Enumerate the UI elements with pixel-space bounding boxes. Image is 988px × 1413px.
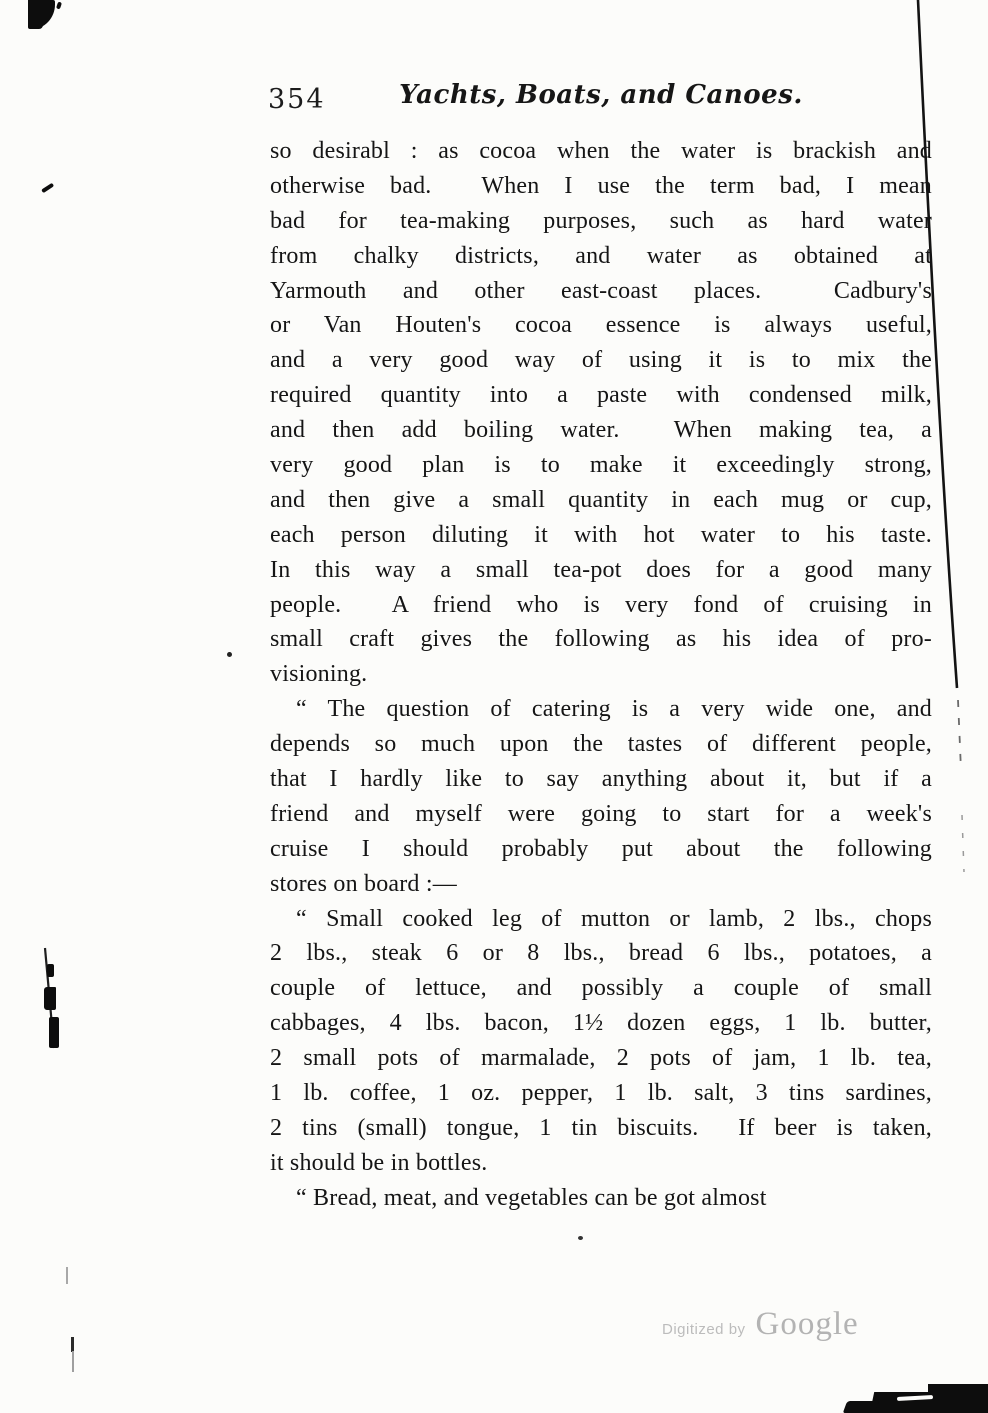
- text-line: couple of lettuce, and possibly a couple of small: [270, 975, 932, 1002]
- text-line: cabbages, 4 lbs. bacon, 1½ dozen eggs, 1 lb. butter,: [270, 1010, 932, 1037]
- binding-ink-blob: [47, 964, 54, 977]
- digitized-by-label: Digitized by: [662, 1321, 746, 1338]
- pen-mark: [41, 183, 54, 193]
- text-line: friend and myself were going to start for a week's: [270, 800, 932, 827]
- text-line: and a very good way of using it is to mix the: [270, 347, 932, 374]
- text-line: cruise I should probably put about the following: [270, 835, 932, 862]
- text-line: Yarmouth and other east-coast places. Cadbury's: [270, 277, 932, 304]
- text-line: each person diluting it with hot water to his taste.: [270, 521, 932, 548]
- corner-shadow-bottom-right: [843, 1401, 879, 1413]
- edge-tick-mark: [71, 1337, 74, 1352]
- text-line: it should be in bottles.: [270, 1149, 488, 1176]
- text-line: stores on board :—: [270, 870, 457, 897]
- text-line: from chalky districts, and water as obtained at: [270, 242, 932, 269]
- text-line: 1 lb. coffee, 1 oz. pepper, 1 lb. salt, 3 tins sardines,: [270, 1080, 932, 1107]
- ink-speck: [56, 2, 62, 10]
- text-line: 2 small pots of marmalade, 2 pots of jam, 1 lb. tea,: [270, 1045, 932, 1072]
- binding-ink-blob: [49, 1017, 59, 1048]
- text-line: “ Small cooked leg of mutton or lamb, 2 lbs., chops: [296, 905, 932, 932]
- text-line: and then add boiling water. When making tea, a: [270, 417, 932, 444]
- page-number: 354: [268, 84, 326, 115]
- edge-tick-mark: [72, 1351, 74, 1372]
- text-line: that I hardly like to say anything about it, but if a: [270, 766, 932, 793]
- text-line: so desirabl : as cocoa when the water is brackish and: [270, 138, 932, 164]
- ink-speck: [578, 1236, 583, 1240]
- text-line: required quantity into a paste with condensed milk,: [270, 382, 932, 409]
- text-line: bad for tea-making purposes, such as hard water: [270, 207, 932, 234]
- ink-blob-top-left: [28, 0, 43, 29]
- text-line: “ The question of catering is a very wide one, and: [296, 696, 932, 723]
- text-line: people. A friend who is very fond of cruising in: [270, 591, 932, 618]
- text-line: and then give a small quantity in each mug or cup,: [270, 486, 932, 513]
- text-line: otherwise bad. When I use the term bad, I mean: [270, 172, 932, 199]
- digitized-watermark: [662, 1306, 859, 1343]
- edge-tick-mark: [66, 1267, 68, 1284]
- page-header: [270, 80, 932, 116]
- text-line: or Van Houten's cocoa essence is always useful,: [270, 312, 932, 339]
- text-line: small craft gives the following as his idea of pro-: [270, 626, 932, 653]
- corner-shadow-bottom-right: [928, 1384, 988, 1413]
- text-line: visioning.: [270, 661, 368, 688]
- running-title: Yachts, Boats, and Canoes.: [399, 80, 803, 110]
- text-line: In this way a small tea-pot does for a good many: [270, 556, 932, 583]
- binding-ink-blob: [44, 987, 56, 1010]
- text-line: “ Bread, meat, and vegetables can be got almost: [296, 1184, 767, 1211]
- page-text-block: [270, 134, 932, 1216]
- google-logo: Google: [755, 1306, 859, 1342]
- text-line: very good plan is to make it exceedingly strong,: [270, 452, 932, 479]
- text-line: 2 lbs., steak 6 or 8 lbs., bread 6 lbs., potatoes, a: [270, 940, 932, 967]
- ink-speck: [227, 652, 232, 657]
- text-line: 2 tins (small) tongue, 1 tin biscuits. If beer is taken,: [270, 1114, 932, 1141]
- text-line: depends so much upon the tastes of different people,: [270, 731, 932, 758]
